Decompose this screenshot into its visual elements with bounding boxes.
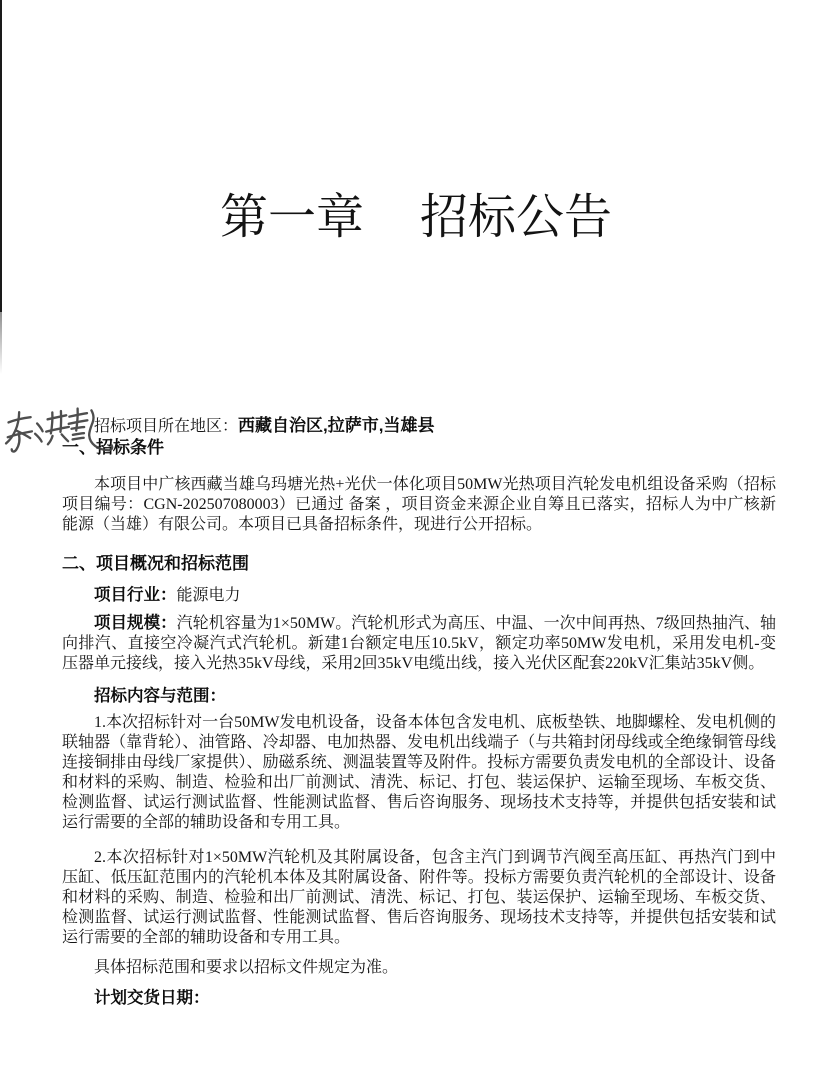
scale-label: 项目规模： <box>94 614 177 632</box>
scope-label: 招标内容与范围： <box>94 687 226 705</box>
location-value: 西藏自治区,拉萨市,当雄县 <box>238 416 435 435</box>
section-1-paragraph: 本项目中广核西藏当雄乌玛塘光热+光伏一体化项目50MW光热项目汽轮发电机组设备采购（招标项目编号：CGN-202507080003）已通过 备案 ，项目资金来源企业自筹且已落实，招标人为中广核新能源（当雄）有限公司。本项目已具备招标条件，现进行公开招标。 <box>62 476 776 533</box>
chapter-title-text: 招标公告 <box>420 191 613 244</box>
delivery-label: 计划交货日期： <box>94 989 210 1007</box>
section-1-heading: 一、招标条件 <box>62 438 164 457</box>
industry-value: 能源电力 <box>176 587 241 604</box>
scale-text: 汽轮机容量为1×50MW。汽轮机形式为高压、中温、一次中间再热、7级回热抽汽、轴向排汽、直接空冷凝汽式汽轮机。新建1台额定电压10.5kV，额定功率50MW发电机，采用发电机-变压器单元接线，接入光热35kV母线，采用2回35kV电缆出线，接入光伏区配套220kV汇集站35kV侧。 <box>62 615 777 672</box>
location-label: 招标项目所在地区： <box>94 418 239 435</box>
chapter-title <box>0 190 832 246</box>
industry-label: 项目行业： <box>94 586 177 604</box>
delivery-date-heading <box>62 988 776 1009</box>
scope-item-1: 1.本次招标针对一台50MW发电机设备，设备本体包含发电机、底板垫铁、地脚螺栓、发电机侧的联轴器（靠背轮）、油管路、冷却器、电加热器、发电机出线端子（与共箱封闭母线或全绝缘铜管母线连接铜排由母线厂家提供）、励磁系统、测温装置等及附件。投标方需要负责发电机的全部设计、设备和材料的采购、制造、检验和出厂前测试、清洗、标记、打包、装运保护、运输至现场、车板交货、检测监督、试运行测试监督、性能测试监督、售后咨询服务、现场技术支持等，并提供包括安装和试运行需要的全部的辅助设备和专用工具。 <box>62 714 776 831</box>
signature-handwriting <box>2 406 116 460</box>
chapter-label: 第一章 <box>219 191 364 244</box>
left-edge-scan-line-fade <box>0 312 2 374</box>
section-2-heading: 二、项目概况和招标范围 <box>62 554 249 573</box>
scale-paragraph <box>62 613 776 674</box>
left-edge-scan-line <box>0 0 2 312</box>
location-line <box>62 416 776 437</box>
scope-item-2: 2.本次招标针对1×50MW汽轮机及其附属设备，包含主汽门到调节汽阀至高压缸、再热汽门到中压缸、低压缸范围内的汽轮机本体及其附属设备、附件等。投标方需要负责汽轮机的全部设计、设备和材料的采购、制造、检验和出厂前测试、清洗、标记、打包、装运保护、运输至现场、车板交货、检测监督、试运行测试监督、性能测试监督、售后咨询服务、现场技术支持等，并提供包括安装和试运行需要的全部的辅助设备和专用工具。 <box>62 849 776 946</box>
industry-line <box>62 585 776 606</box>
scope-heading-line <box>62 686 776 707</box>
scope-note: 具体招标范围和要求以招标文件规定为准。 <box>94 959 399 976</box>
signature-strokes-icon <box>2 406 116 460</box>
